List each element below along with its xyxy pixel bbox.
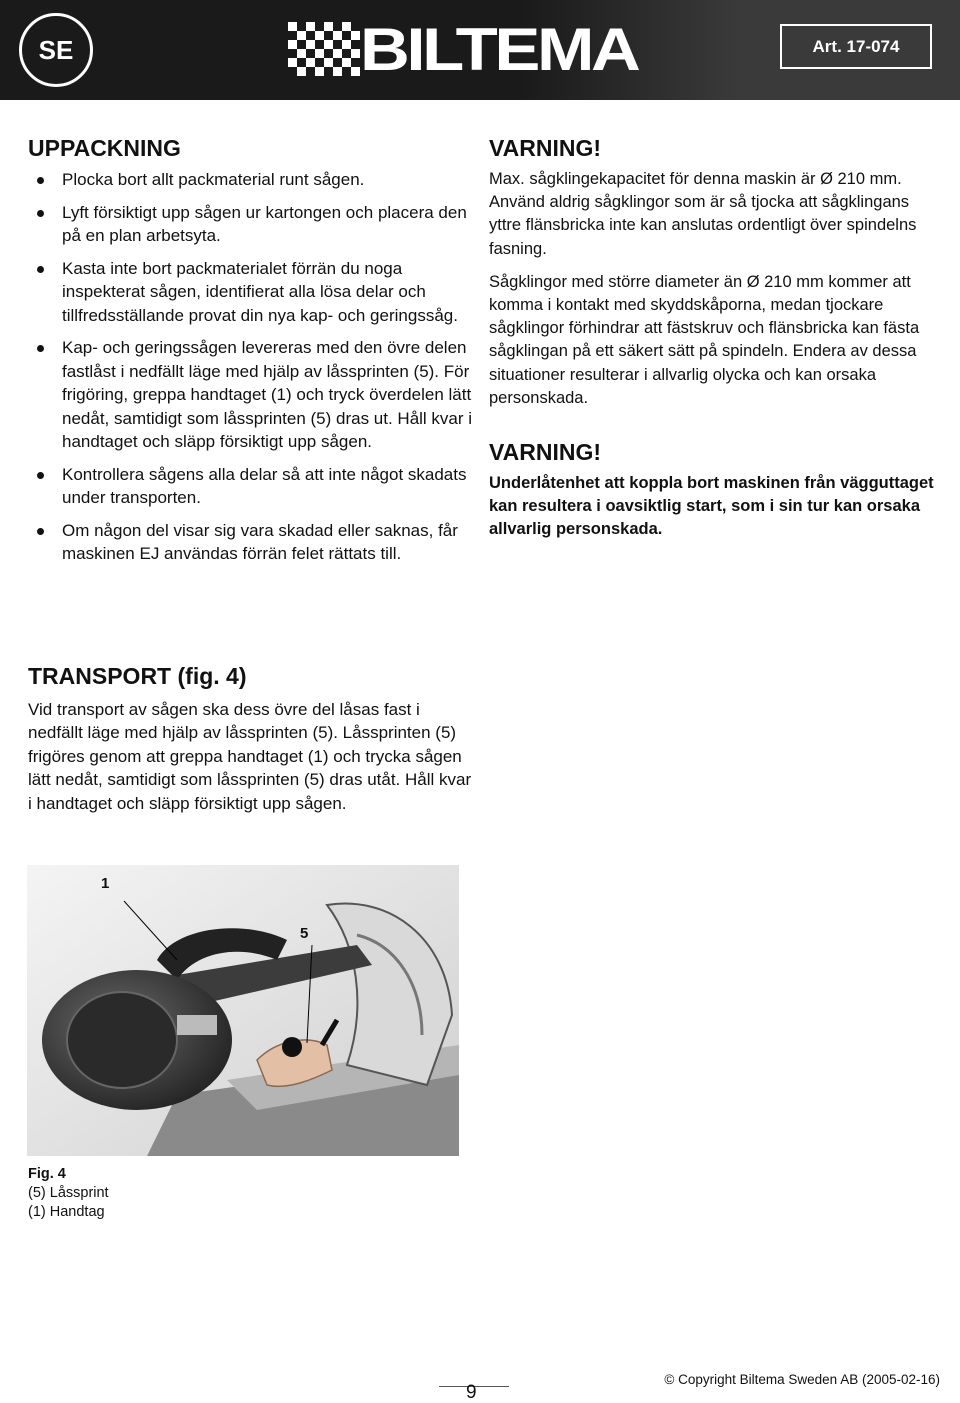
list-item: Plocka bort allt packmaterial runt sågen. bbox=[28, 168, 476, 192]
list-item: Om någon del visar sig vara skadad eller saknas, får maskinen EJ användas förrän felet rättats till. bbox=[28, 519, 476, 566]
transport-title: TRANSPORT (fig. 4) bbox=[28, 663, 247, 689]
transport-paragraph: Vid transport av sågen ska dess övre del låsas fast i nedfällt läge med hjälp av låssprinten (5). Låssprinten (5) frigöres genom att greppa handtaget (1) och trycka sågen lätt nedåt, samtidigt som låssprinten (5) dras utåt. Håll kvar i handtaget och släpp försiktigt upp sågen. bbox=[28, 700, 472, 813]
list-item: Kasta inte bort packmaterialet förrän du noga inspekterat sågen, identifierat alla lösa delar och tillfredsställande provat din nya kap- och geringssåg. bbox=[28, 257, 476, 328]
list-item: Kap- och geringssågen levereras med den övre delen fastlåst i nedfällt läge med hjälp av låssprinten (5). För frigöring, greppa handtaget (1) och tryck överdelen lätt nedåt, samtidigt som låssprinten (5) dras ut. Håll kvar i handtaget och släpp försiktigt upp sågen. bbox=[28, 336, 476, 454]
list-item: Kontrollera sågens alla delar så att inte något skadats under transporten. bbox=[28, 463, 476, 510]
figure-photo bbox=[27, 865, 459, 1156]
caption-line: (1) Handtag bbox=[28, 1204, 105, 1220]
article-number: Art. 17-074 bbox=[780, 24, 932, 69]
warning-title: VARNING! bbox=[489, 439, 602, 466]
language-badge: SE bbox=[19, 13, 93, 87]
unpacking-title: UPPACKNING bbox=[28, 135, 181, 161]
caption-title: Fig. 4 bbox=[28, 1166, 66, 1182]
copyright-notice: © Copyright Biltema Sweden AB (2005-02-16) bbox=[664, 1372, 940, 1387]
warning-bold-paragraph: Underlåtenhet att koppla bort maskinen från vägguttaget kan resultera i oavsiktlig start, som i sin tur kan orsaka allvarlig personskada. bbox=[489, 474, 934, 539]
warnings-section bbox=[489, 134, 935, 542]
callout-1: 1 bbox=[101, 875, 110, 892]
miter-saw-illustration bbox=[27, 865, 459, 1156]
header-bar bbox=[0, 0, 960, 100]
warning-title: VARNING! bbox=[489, 135, 602, 161]
brand-wordmark: BILTEMA bbox=[360, 16, 638, 83]
callout-5: 5 bbox=[300, 925, 309, 942]
page-number: 9 bbox=[466, 1382, 477, 1403]
transport-section bbox=[28, 662, 476, 815]
caption-line: (5) Låssprint bbox=[28, 1185, 109, 1201]
unpacking-section bbox=[28, 134, 476, 575]
warning-paragraph: Max. sågklingekapacitet för denna maskin är Ø 210 mm. Använd aldrig sågklingor som är så tjocka att sågklingans yttre flänsbricka inte kan anslutas ordentligt över spindelns fasning. bbox=[489, 170, 917, 258]
list-item: Lyft försiktigt upp sågen ur kartongen och placera den på en plan arbetsyta. bbox=[28, 201, 476, 248]
unpacking-list bbox=[28, 168, 476, 566]
warning-paragraph: Sågklingor med större diameter än Ø 210 mm kommer att komma i kontakt med skyddskåporna, medan tjockare sågklingor förhindrar att fästskruv och flänsbricka kan fästa sågklingan på ett säkert sätt på spindeln. Endera av dessa situationer resulterar i allvarlig olycka och kan orsaka personskada. bbox=[489, 272, 920, 407]
figure-caption bbox=[28, 1165, 228, 1222]
